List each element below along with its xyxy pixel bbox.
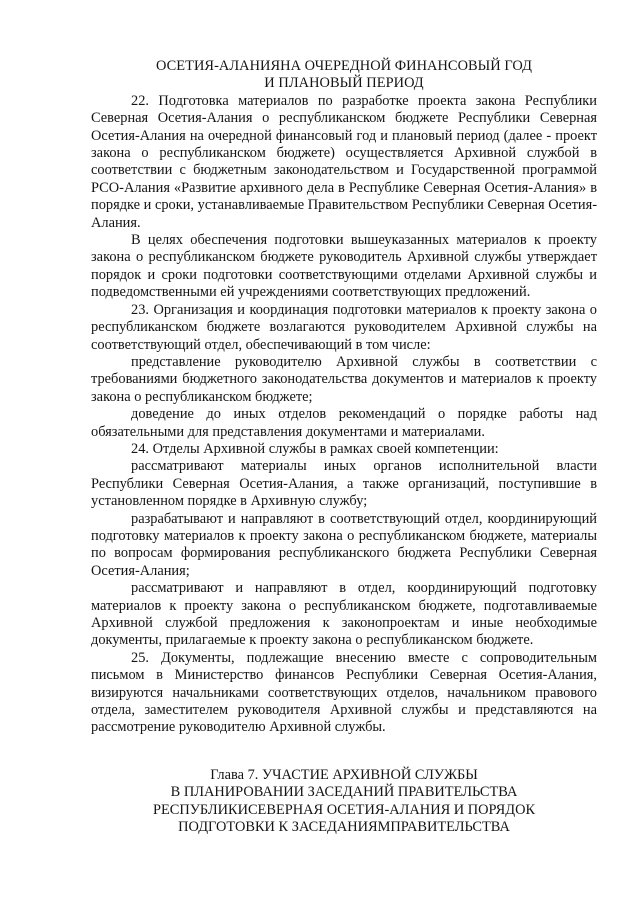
paragraph-24: 24. Отделы Архивной службы в рамках своей компетенции: — [131, 440, 499, 457]
chapter-heading-line-1: Глава 7. УЧАСТИЕ АРХИВНОЙ СЛУЖБЫ — [210, 766, 478, 783]
paragraph-22: 22. Подготовка материалов по разработке проекта закона Республики Северная Осетия-Алания о республиканском бюджете Республики Северная Осетия-Алания на очередной финансовый год и плановый период (далее - проект закона о республиканском бюджете) осуществляется Архивной службой в соответствии с бюджетным законодательством и Государственной программой РСО-Алания «Развитие архивного дела в Республике Северная Осетия-Алания» в порядке и сроки, устанавливаемые Правительством Республики Северная Осетия-Алания. — [91, 92, 597, 231]
paragraph-24-item-1: рассматривают материалы иных органов исполнительной власти Республики Северная Осетия-Алания, а также организаций, поступившие в установленном порядке в Архивную службу; — [91, 458, 597, 510]
section-heading-line-2: И ПЛАНОВЫЙ ПЕРИОД — [264, 75, 424, 92]
chapter-7-heading — [91, 767, 597, 837]
section-heading — [91, 58, 597, 93]
chapter-heading-line-3: РЕСПУБЛИКИСЕВЕРНАЯ ОСЕТИЯ-АЛАНИЯ И ПОРЯДОК — [152, 801, 536, 818]
paragraph-23-item-2: доведение до иных отделов рекомендаций о порядке работы над обязательными для представления документами и материалами. — [91, 406, 597, 440]
paragraph-22-purpose: В целях обеспечения подготовки вышеуказанных материалов к проекту закона о республиканском бюджете руководитель Архивной службы утверждает порядок и сроки подготовки соответствующими отделами Архивной службы и подведомственными ей учреждениями соответствующих предложений. — [91, 232, 597, 301]
section-heading-line-1: ОСЕТИЯ-АЛАНИЯНА ОЧЕРЕДНОЙ ФИНАНСОВЫЙ ГОД — [156, 58, 532, 74]
paragraph-23-item-1: представление руководителю Архивной службы в соответствии с требованиями бюджетного законодательства документов и материалов к проекту закона о республиканском бюджете; — [91, 353, 597, 405]
document-page — [91, 58, 597, 836]
chapter-heading-line-4: ПОДГОТОВКИ К ЗАСЕДАНИЯМПРАВИТЕЛЬСТВА — [178, 819, 510, 836]
paragraph-24-item-2: разрабатывают и направляют в соответствующий отдел, координирующий подготовку материалов к проекту закона о республиканском бюджете, материалы по вопросам формирования республиканского бюджета Республики Северная Осетия-Алания; — [91, 510, 597, 579]
paragraph-24-item-3: рассматривают и направляют в отдел, координирующий подготовку материалов к проекту закона о республиканском бюджете, подготавливаемые Архивной службой предложения к законопроектам и иные необходимые документы, прилагаемые к проекту закона о республиканском бюджете. — [91, 580, 597, 649]
paragraph-25: 25. Документы, подлежащие внесению вместе с сопроводительным письмом в Министерство финансов Республики Северная Осетия-Алания, визируются начальниками соответствующих отделов, начальником правового отдела, заместителем руководителя Архивной службы и представляются на рассмотрение руководителю Архивной службы. — [91, 649, 597, 736]
chapter-heading-line-2: В ПЛАНИРОВАНИИ ЗАСЕДАНИЙ ПРАВИТЕЛЬСТВА — [170, 784, 518, 801]
paragraph-23: 23. Организация и координация подготовки материалов к проекту закона о республиканском бюджете возлагаются руководителем Архивной службы на соответствующий отдел, обеспечивающий в том числе: — [91, 301, 597, 353]
